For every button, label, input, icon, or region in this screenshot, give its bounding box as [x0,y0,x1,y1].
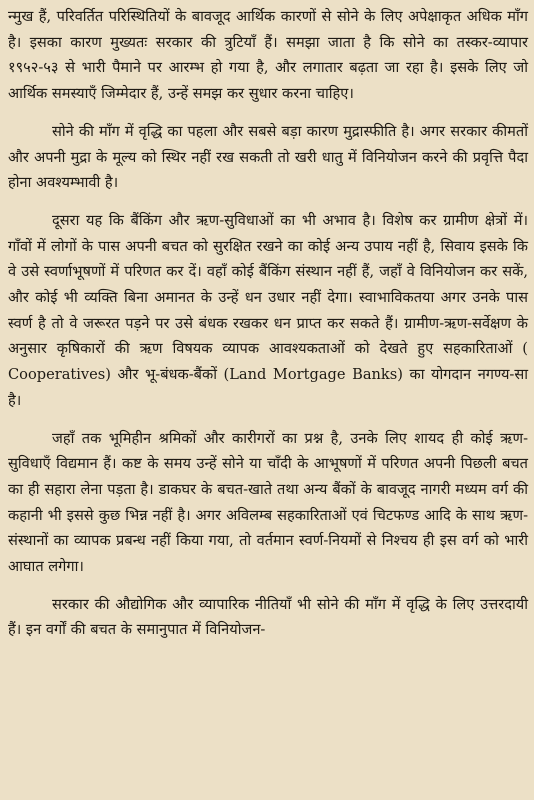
paragraph-2: सोने की माँग में वृद्धि का पहला और सबसे बड़ा कारण मुद्रास्फीति है। अगर सरकार कीमतों और अपनी मुद्रा के मूल्य को स्थिर नहीं रख सकती तो खरी धातु में विनियोजन करने की प्रवृत्ति पैदा होना अवश्यम्भावी है। [8,122,528,192]
paragraph-3: दूसरा यह कि बैंकिंग और ऋण-सुविधाओं का भी अभाव है। विशेष कर ग्रामीण क्षेत्रों में। गाँवों में लोगों के पास अपनी बचत को सुरक्षित रखने का कोई अन्य उपाय नहीं है, सिवाय इसके कि वे उसे स्वर्णाभूषणों में परिणत कर दें। वहाँ कोई बैंकिंग संस्थान नहीं हैं, जहाँ वे विनियोजन कर सकें, और कोई भी व्यक्ति बिना अमानत के उन्हें धन उधार नहीं देगा। स्वाभाविकतया अगर उनके पास स्वर्ण है तो वे जरूरत पड़ने पर उसे बंधक रखकर धन प्राप्त कर सकते हैं। ग्रामीण-ऋण-सर्वेक्षण के अनुसार कृषिकारों की ऋण विषयक व्यापक आवश्यकताओं को देखते हुए सहकारिताओं ( Cooperatives) और भू-बंधक-बैंकों (Land Mortgage Banks) का योगदान नगण्य-सा है। [8,211,528,409]
page-body-text [8,4,528,655]
paragraph-1: न्मुख हैं, परिवर्तित परिस्थितियों के बावजूद आर्थिक कारणों से सोने के लिए अपेक्षाकृत अधिक माँग है। इसका कारण मुख्यतः सरकार की त्रुटियाँ हैं। समझा जाता है कि सोने का तस्कर-व्यापार १९५२-५३ से भारी पैमाने पर आरम्भ हो गया है, और लगातार बढ़ता जा रहा है। इसके लिए जो आर्थिक समस्याएँ जिम्मेदार हैं, उन्हें समझ कर सुधार करना चाहिए। [8,8,528,103]
paragraph-4: जहाँ तक भूमिहीन श्रमिकों और कारीगरों का प्रश्न है, उनके लिए शायद ही कोई ऋण-सुविधाएँ विद्यमान हैं। कष्ट के समय उन्हें सोने या चाँदी के आभूषणों में परिणत अपनी पिछली बचत का ही सहारा लेना पड़ता है। डाकघर के बचत-खाते तथा अन्य बैंकों के बावजूद नागरी मध्यम वर्ग की कहानी भी इससे कुछ भिन्न नहीं है। अगर अविलम्ब सहकारिताओं एवं चिटफण्ड आदि के साथ ऋण-संस्थानों का व्यापक प्रबन्ध नहीं किया गया, तो वर्तमान स्वर्ण-नियमों से निश्चय ही इस वर्ग को भारी आघात लगेगा। [8,429,528,576]
paragraph-5: सरकार की औद्योगिक और व्यापारिक नीतियाँ भी सोने की माँग में वृद्धि के लिए उत्तरदायी हैं। इन वर्गों की बचत के समानुपात में विनियोजन- [8,595,528,639]
